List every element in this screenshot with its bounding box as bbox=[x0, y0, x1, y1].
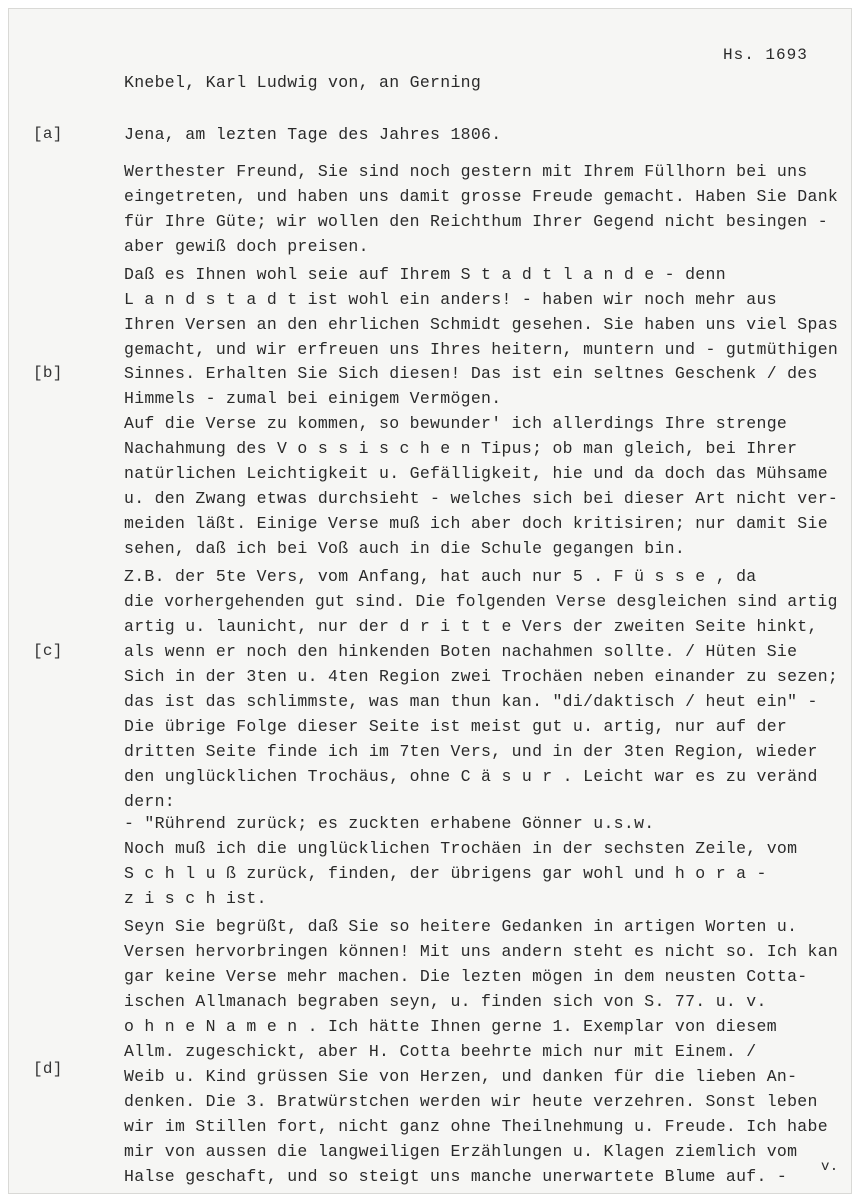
text-line: o h n e N a m e n . Ich hätte Ihnen gerne 1. Exemplar von diesem bbox=[124, 1017, 777, 1036]
text-line: Werthester Freund, Sie sind noch gestern mit Ihrem Füllhorn bei uns bbox=[124, 162, 808, 181]
text-line: Auf die Verse zu kommen, so bewunder' ich allerdings Ihre strenge bbox=[124, 414, 788, 433]
text-line: den unglücklichen Trochäus, ohne C ä s u r . Leicht war es zu veränd bbox=[124, 767, 818, 786]
text-line: Sinnes. Erhalten Sie Sich diesen! Das ist ein seltnes Geschenk / des bbox=[124, 364, 818, 383]
text-line: sehen, daß ich bei Voß auch in die Schule gegangen bin. bbox=[124, 539, 686, 558]
text-line: Noch muß ich die unglücklichen Trochäen in der sechsten Zeile, vom bbox=[124, 839, 798, 858]
quoted-verse: - "Rührend zurück; es zuckten erhabene Gönner u.s.w. bbox=[124, 814, 655, 833]
text-line: meiden läßt. Einige Verse muß ich aber doch kritisiren; nur damit Sie bbox=[124, 514, 828, 533]
text-line: natürlichen Leichtigkeit u. Gefälligkeit, hie und da doch das Mühsame bbox=[124, 464, 828, 483]
text-line: als wenn er noch den hinkenden Boten nachahmen sollte. / Hüten Sie bbox=[124, 642, 798, 661]
text-line: u. den Zwang etwas durchsieht - welches sich bei dieser Art nicht ver- bbox=[124, 489, 839, 508]
text-line: S c h l u ß zurück, finden, der übrigens gar wohl und h o r a - bbox=[124, 864, 767, 883]
signature-number: Hs. 1693 bbox=[723, 46, 808, 64]
text-line: dern: bbox=[124, 792, 176, 811]
text-line: Nachahmung des V o s s i s c h e n Tipus; ob man gleich, bei Ihrer bbox=[124, 439, 798, 458]
margin-marker-d: [d] bbox=[33, 1060, 63, 1078]
page-turn-mark: v. bbox=[821, 1159, 839, 1175]
text-line: dritten Seite finde ich im 7ten Vers, und in der 3ten Region, wieder bbox=[124, 742, 818, 761]
text-line: Sich in der 3ten u. 4ten Region zwei Trochäen neben einander zu sezen; bbox=[124, 667, 839, 686]
text-line: das ist das schlimmste, was man thun kan. "di/daktisch / heut ein" - bbox=[124, 692, 818, 711]
margin-marker-a: [a] bbox=[33, 125, 63, 143]
text-line: gemacht, und wir erfreuen uns Ihres heitern, muntern und - gutmüthigen bbox=[124, 340, 839, 359]
text-line: Ihren Versen an den ehrlichen Schmidt gesehen. Sie haben uns viel Spas bbox=[124, 315, 839, 334]
text-line: L a n d s t a d t ist wohl ein anders! - haben wir noch mehr aus bbox=[124, 290, 777, 309]
text-line: die vorhergehenden gut sind. Die folgenden Verse desgleichen sind artig bbox=[124, 592, 838, 611]
text-line: Halse geschaft, und so steigt uns manche unerwartete Blume auf. - bbox=[124, 1167, 788, 1186]
document-page bbox=[8, 8, 852, 1194]
text-line: Weib u. Kind grüssen Sie von Herzen, und danken für die lieben An- bbox=[124, 1067, 798, 1086]
dateline: Jena, am lezten Tage des Jahres 1806. bbox=[124, 125, 502, 144]
text-line: Allm. zugeschickt, aber H. Cotta beehrte mich nur mit Einem. / bbox=[124, 1042, 757, 1061]
text-line: Himmels - zumal bei einigem Vermögen. bbox=[124, 389, 502, 408]
text-line: artig u. launicht, nur der d r i t t e Vers der zweiten Seite hinkt, bbox=[124, 617, 818, 636]
text-line: Z.B. der 5te Vers, vom Anfang, hat auch nur 5 . F ü s s e , da bbox=[124, 567, 757, 586]
text-line: gar keine Verse mehr machen. Die lezten mögen in dem neusten Cotta- bbox=[124, 967, 808, 986]
text-line: ischen Allmanach begraben seyn, u. finden sich von S. 77. u. v. bbox=[124, 992, 767, 1011]
letter-heading: Knebel, Karl Ludwig von, an Gerning bbox=[124, 73, 482, 92]
text-line: mir von aussen die langweiligen Erzählungen u. Klagen ziemlich vom bbox=[124, 1142, 798, 1161]
text-line: Daß es Ihnen wohl seie auf Ihrem S t a d t l a n d e - denn bbox=[124, 265, 726, 284]
text-line: Seyn Sie begrüßt, daß Sie so heitere Gedanken in artigen Worten u. bbox=[124, 917, 798, 936]
text-line: Die übrige Folge dieser Seite ist meist gut u. artig, nur auf der bbox=[124, 717, 788, 736]
text-line: wir im Stillen fort, nicht ganz ohne Theilnehmung u. Freude. Ich habe bbox=[124, 1117, 828, 1136]
text-line: aber gewiß doch preisen. bbox=[124, 237, 369, 256]
margin-marker-c: [c] bbox=[33, 642, 63, 660]
text-line: eingetreten, und haben uns damit grosse Freude gemacht. Haben Sie Dank bbox=[124, 187, 839, 206]
text-line: denken. Die 3. Bratwürstchen werden wir heute verzehren. Sonst leben bbox=[124, 1092, 818, 1111]
text-line: Versen hervorbringen können! Mit uns andern steht es nicht so. Ich kan bbox=[124, 942, 839, 961]
text-line: z i s c h ist. bbox=[124, 889, 267, 908]
text-line: für Ihre Güte; wir wollen den Reichthum Ihrer Gegend nicht besingen - bbox=[124, 212, 828, 231]
margin-marker-b: [b] bbox=[33, 364, 63, 382]
